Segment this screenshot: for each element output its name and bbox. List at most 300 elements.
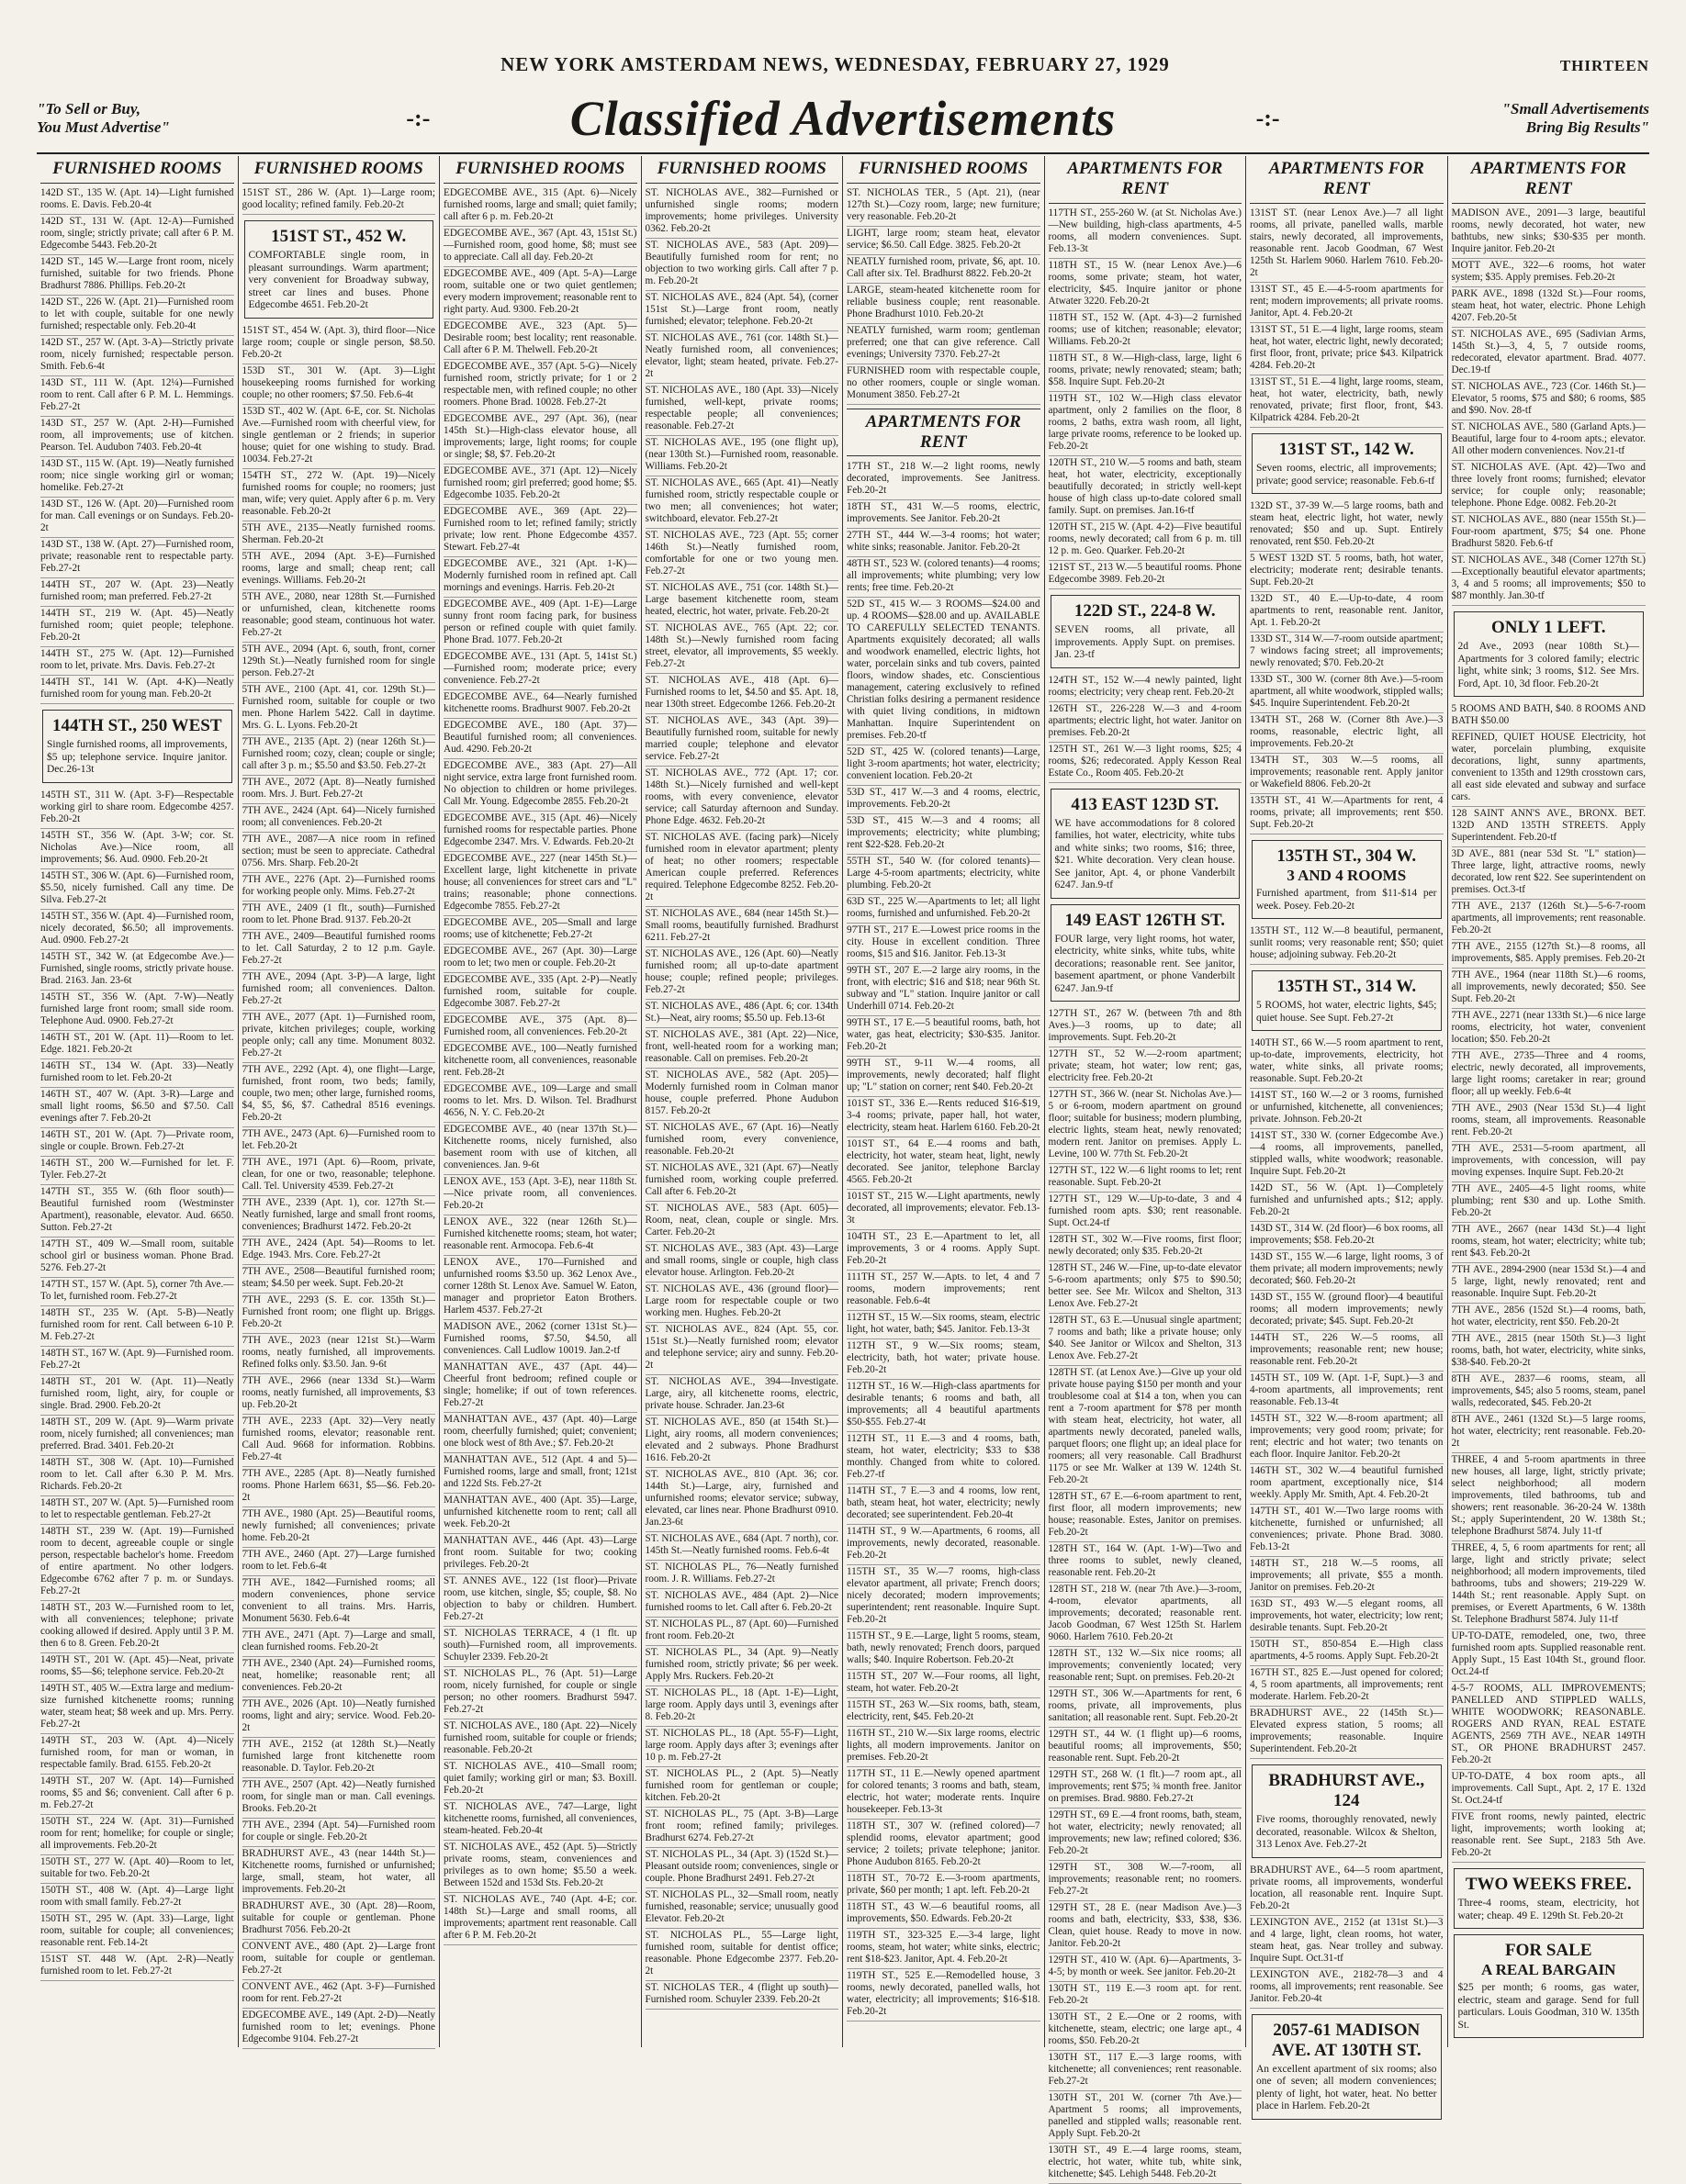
classified-ad: ST. NICHOLAS AVE. (Apt. 42)—Two and three lovely front rooms; furnished; elevator service; for couple only; reasonable; telephone. Phone Edge. 0082. Feb.20-2t bbox=[1452, 461, 1647, 513]
classified-ad: 7TH AVE., 1964 (near 118th St.)—6 rooms, all improvements, newly decorated; $50. See Supt. Feb.20-2t bbox=[1452, 969, 1647, 1009]
classified-ad: 5TH AVE., 2094 (Apt. 6, south, front, corner 129th St.)—Neatly furnished room for single person. Feb.27-2t bbox=[242, 643, 436, 683]
classified-ad: 149TH ST., 201 W. (Apt. 45)—Neat, private rooms, $5—$6; telephone service. Feb.20-2t bbox=[40, 1653, 234, 1682]
classified-ad: 131ST ST., 51 E.—4 light, large rooms, steam heat, hot water, electric light, newly decorated; first floor, front, private; price $43. Kilpatrick 4284. Feb.20-2t bbox=[1250, 323, 1444, 375]
classified-ad: THREE, 4, 5, 6 room apartments for rent; all large, light and strictly private; select neighborhood; all modern improvements, tiled bathrooms, tubs and showers; 219-229 W. 144th St.; rent reasonable. Apply Supt. on premises, or Everett Apartments, 6 W. 138th St. Telephone Bradhurst 5874. July 11-tf bbox=[1452, 1541, 1647, 1630]
classified-ad: EDGECOMBE AVE., 367 (Apt. 43, 151st St.)—Furnished room, good home, $8; must see to appreciate. Call all day. Feb.20-2t bbox=[444, 227, 637, 267]
classified-ad: ST. NICHOLAS AVE., 723 (Cor. 146th St.)—Elevator, 5 rooms, $75 and $80; 6 rooms, $85 and $90. Nov. 28-tf bbox=[1452, 380, 1647, 420]
classified-ad: 130TH ST., 201 W. (corner 7th Ave.)—Apartment 5 rooms; all improvements, panelled and stippled walls; reasonable rent. Apply Supt. Feb.20-2t bbox=[1049, 2091, 1242, 2144]
classified-ad: ST. NICHOLAS PL., 76 (Apt. 51)—Large room, nicely furnished, for couple or single person; no other roomers. Bradhurst 5947. Feb.27-2t bbox=[444, 1667, 637, 1719]
classified-ad: 145TH ST., 342 W. (at Edgecombe Ave.)—Furnished, single rooms, strictly private house. Brad. 2163. Jan. 23-6t bbox=[40, 950, 234, 991]
classified-ad: 97TH ST., 217 E.—Lowest price rooms in the city. House in excellent condition. Three rooms, $15 and $16. Janitor. Feb.13-3t bbox=[847, 924, 1040, 964]
classified-ad: EDGECOMBE AVE., 315 (Apt. 6)—Nicely furnished rooms, large and small; quiet family; call after 6 p. m. Feb.20-2t bbox=[444, 186, 637, 227]
display-ad-heading: FOR SALE bbox=[1505, 1941, 1592, 1960]
classified-ad: 149TH ST., 203 W. (Apt. 4)—Nicely furnished room, for man or woman, in respectable family. Brad. 6155. Feb.20-2t bbox=[40, 1734, 234, 1775]
classified-ad: ST. NICHOLAS PL., 76—Neatly furnished room. J. R. Williams. Feb.27-2t bbox=[646, 1561, 839, 1589]
classified-ad: 142D ST., 226 W. (Apt. 21)—Furnished room to let with couple, suitable for one newly furnished; respectable only. Feb.20-4t bbox=[40, 296, 234, 336]
classified-ad: 149TH ST., 207 W. (Apt. 14)—Furnished rooms, $5 and $6; convenient. Call after 6 p. m. Feb.27-2t bbox=[40, 1775, 234, 1815]
classified-ad: 146TH ST., 201 W. (Apt. 11)—Room to let. Edge. 1821. Feb.20-2t bbox=[40, 1031, 234, 1059]
classified-ad: 150TH ST., 224 W. (Apt. 31)—Furnished room for rent; homelike; for couple or single; all improvements. Feb.20-2t bbox=[40, 1815, 234, 1855]
column-heading: FURNISHED ROOMS bbox=[646, 156, 839, 184]
classified-ad: 148TH ST., 167 W. (Apt. 9)—Furnished room. Feb.27-2t bbox=[40, 1347, 234, 1375]
classified-ad: ST. NICHOLAS AVE., 67 (Apt. 16)—Neatly furnished room, every convenience, reasonable. Feb.20-2t bbox=[646, 1121, 839, 1161]
classified-ad: PARK AVE., 1898 (132d St.)—Four rooms, steam heat, hot water, electric. Phone Lehigh 4207. Feb.20-5t bbox=[1452, 287, 1647, 328]
classified-ad: EDGECOMBE AVE., 267 (Apt. 30)—Large room to let; two men or couple. Feb.20-2t bbox=[444, 945, 637, 973]
classified-ad: 7TH AVE., 2667 (near 143d St.)—4 light rooms, steam, hot water; electricity; white tub; rent $43. Feb.20-2t bbox=[1452, 1223, 1647, 1263]
column-8 bbox=[1448, 156, 1650, 2047]
classified-ad: 151ST ST. 448 W. (Apt. 2-R)—Neatly furnished room to let. Feb.27-2t bbox=[40, 1953, 234, 1981]
classified-ad: 8TH AVE., 2837—6 rooms, steam, all improvements, $45; also 5 rooms, steam, panel walls, redecorated, $45. Feb.20-2t bbox=[1452, 1372, 1647, 1413]
classified-ad: ST. NICHOLAS AVE., 723 (Apt. 55; corner 146th St.)—Neatly furnished room, comfortable for one or two young men. Feb.27-2t bbox=[646, 529, 839, 581]
classified-ad: 132D ST., 40 E.—Up-to-date, 4 room apartments to rent, reasonable rent. Janitor, Apt. 1. Feb.20-2t bbox=[1250, 592, 1444, 633]
classified-ad: 128TH ST., 164 W. (Apt. 1-W)—Two and three rooms to sublet, newly cleaned, reasonable rent. Feb.20-2t bbox=[1049, 1542, 1242, 1583]
classified-ad: 128TH ST., 218 W. (near 7th Ave.)—3-room, 4-room, elevator apartments, all improvements; decorated; reasonable rent. Jacob Goodman, 67 West 125th St. Harlem 9060. Harlem 7610. Feb.20-2t bbox=[1049, 1583, 1242, 1647]
display-ad bbox=[1252, 1764, 1442, 1858]
classified-ad: 145TH ST., 109 W. (Apt. 1-F, Supt.)—3 and 4-room apartments, all improvements; rent reasonable. Feb.13-4t bbox=[1250, 1372, 1444, 1412]
classified-ad: ST. NICHOLAS AVE., 348 (Corner 127th St.)—Exceptionally beautiful elevator apartments; 3, 4 and 5 rooms; all improvements; $50 to $87 monthly. Jan.30-tf bbox=[1452, 554, 1647, 606]
separator-left: -:- bbox=[406, 105, 431, 131]
classified-ad: ST. NICHOLAS AVE., 126 (Apt. 60)—Neatly furnished room; all up-to-date apartment house; couple; refined people; privileges. Feb.27-2t bbox=[646, 947, 839, 1000]
classified-ad: EDGECOMBE AVE., 64—Nearly furnished kitchenette rooms. Bradhurst 9007. Feb.20-2t bbox=[444, 690, 637, 719]
classified-ad: 117TH ST., 11 E.—Newly opened apartment for colored tenants; 3 rooms and bath, steam, electric, hot water; moderate rents. Inquire housekeeper. Feb.13-3t bbox=[847, 1767, 1040, 1820]
classified-ad: 150TH ST., 408 W. (Apt. 4)—Large light room with small family. Feb.27-2t bbox=[40, 1884, 234, 1912]
classified-ad: 143D ST., 111 W. (Apt. 12¼)—Furnished room to rent. Call after 6 P. M. L. Hemmings. Feb.27-2t bbox=[40, 376, 234, 417]
display-ad bbox=[1051, 595, 1241, 668]
classified-ad: ST. NICHOLAS AVE., 381 (Apt. 22)—Nice, front, well-heated room for a working man; reasonable. Call on premises. Feb.20-2t bbox=[646, 1028, 839, 1069]
classified-ad: 118TH ST., 70-72 E.—3-room apartments, private, $60 per month; 1 apt. left. Feb.20-2t bbox=[847, 1872, 1040, 1900]
classified-ad: 7TH AVE., 2894-2900 (near 153d St.)—4 and 5 large, light, newly renovated; rent and reasonable. Inquire Supt. Feb.20-2t bbox=[1452, 1263, 1647, 1304]
classified-ad: ST. NICHOLAS TERRACE, 4 (1 flt. up south)—Furnished room, all improvements. Schuyler 2339. Feb.20-2t bbox=[444, 1627, 637, 1667]
display-ad-body: 5 ROOMS, hot water, electric lights, $45; quiet house. See Supt. Feb.27-2t bbox=[1256, 1000, 1437, 1024]
classified-ad: 7TH AVE., 2424 (Apt. 64)—Nicely furnished room; all conveniences. Feb.20-2t bbox=[242, 804, 436, 833]
classified-ad: 27TH ST., 444 W.—3-4 rooms; hot water; white sinks; reasonable. Janitor. Feb.20-2t bbox=[847, 529, 1040, 557]
classified-ad: ST. NICHOLAS AVE., 394—Investigate. Large, airy, all kitchenette rooms, electric, private house. Schrader. Jan.23-6t bbox=[646, 1375, 839, 1416]
classified-ad: ST. NICHOLAS AVE., 747—Large, light kitchenette rooms, furnished, all conveniences, steam-heated. Feb.20-4t bbox=[444, 1800, 637, 1841]
classified-ad: 148TH ST., 239 W. (Apt. 19)—Furnished room to decent, agreeable couple or single person, respectable bachelor's home. Freedom of entire apartment. No other lodgers. Edgecombe 6762 after 7 p. m. or Sundays. Feb.27-2t bbox=[40, 1525, 234, 1601]
classified-ad: BRADHURST AVE., 64—5 room apartment, private rooms, all improvements, wonderful location, all reasonable rent. Inquire Supt. Feb.20-2t bbox=[1250, 1864, 1444, 1916]
classified-ad: 7TH AVE., 2856 (152d St.)—4 rooms, bath, hot water, electricity, rent $50. Feb.20-2t bbox=[1452, 1304, 1647, 1332]
classified-ad: CONVENT AVE., 480 (Apt. 2)—Large front room, suitable for couple or gentleman. Feb.27-2t bbox=[242, 1940, 436, 1980]
classified-ad: 7TH AVE., 2903 (Near 153d St.)—4 light rooms, steam, all improvements. Reasonable rent. Feb.20-2t bbox=[1452, 1102, 1647, 1142]
display-ad-body: Five rooms, thoroughly renovated, newly decorated, reasonable. Wilcox & Shelton, 313 Lenox Ave. Feb.27-2t bbox=[1256, 1814, 1437, 1850]
classified-ad: ST. NICHOLAS AVE. (facing park)—Nicely furnished room in elevator apartment; plenty of heat; no other roomers; respectable American couple preferred. References required. Telephone Edgecombe 8252. Feb.20-2t bbox=[646, 831, 839, 907]
classified-ad: EDGECOMBE AVE., 205—Small and large rooms; use of kitchenette; Feb.27-2t bbox=[444, 916, 637, 945]
classified-ad: 135TH ST., 41 W.—Apartments for rent, 4 rooms, private; all improvements; rent $50. Supt. Feb.20-2t bbox=[1250, 794, 1444, 834]
classified-ad: CONVENT AVE., 462 (Apt. 3-F)—Furnished room for rent. Feb.27-2t bbox=[242, 1980, 436, 2009]
classified-ad: NEATLY furnished, warm room; gentleman preferred; one that can give reference. Call evenings; University 7370. Feb.27-2t bbox=[847, 324, 1040, 364]
classified-ad: 131ST ST., 45 E.—4-5-room apartments for rent; modern improvements; all private rooms. Janitor, Apt. 4. Feb.20-2t bbox=[1250, 283, 1444, 323]
display-ad bbox=[1252, 840, 1442, 919]
display-ad-body: SEVEN rooms, all private, all improvements. Apply Supt. on premises. Jan. 23-tf bbox=[1054, 624, 1235, 660]
classified-ad: 52D ST., 415 W.— 3 ROOMS—$24.00 and up. 4 ROOMS—$28.00 and up. AVAILABLE TO CAREFULLY SELECTED TENANTS. Apartments exquisitely decorated; all walls and woodwork enamelled, electric lights, hot water, porcelain sinks and tub covers, painted floors, window shades, etc. Conscientious management, catering exclusively to refined Christian folks desiring a permanent residence with quiet living conditions, in midtown Manhattan. Inquire Superintendent on premises. Feb.20-tf bbox=[847, 598, 1040, 745]
classified-ad: EDGECOMBE AVE., 227 (near 145th St.)—Excellent large, light kitchenette in private house; all conveniences for street cars and "L" trains; reasonable; phone connections. Edgecombe 7855. Feb.27-2t bbox=[444, 852, 637, 916]
classified-ad: MOTT AVE., 322—6 rooms, hot water system; $35. Apply premises. Feb.20-2t bbox=[1452, 259, 1647, 287]
classified-ad: EDGECOMBE AVE., 323 (Apt. 5)—Desirable room; best locality; rent reasonable. Call after 6 P. M. Thelwell. Feb.20-2t bbox=[444, 319, 637, 360]
display-ad bbox=[1051, 904, 1241, 1002]
classified-ad: 55TH ST., 540 W. (for colored tenants)—Large 4-5-room apartments; electricity, white plumbing. Feb.20-2t bbox=[847, 855, 1040, 895]
classified-ad: 119TH ST., 323-325 E.—3-4 large, light rooms, steam, hot water; white sinks, electric; rent $18-$23. Janitor, Apt. 4. Feb.20-2t bbox=[847, 1929, 1040, 1969]
classified-ad: 5TH AVE., 2094 (Apt. 3-E)—Furnished rooms, large and small; cheap rent; call evenings. Williams. Feb.20-2t bbox=[242, 550, 436, 590]
classified-ad: 147TH ST., 401 W.—Two large rooms with kitchenette, furnished or unfurnished; all conveniences; private. Phone Brad. 3080. Feb.13-2t bbox=[1250, 1505, 1444, 1557]
classified-ad: 5TH AVE., 2100 (Apt. 41, cor. 129th St.)—Furnished room, suitable for couple or two men. Phone Harlem 5422. Call in daytime. Mrs. G. L. Lyons. Feb.20-2t bbox=[242, 683, 436, 735]
column-7 bbox=[1246, 156, 1448, 2111]
classified-ad: 7TH AVE., 2293 (S. E. cor. 135th St.)—Furnished front room; one flight up. Briggs. Feb.20-2t bbox=[242, 1294, 436, 1334]
classified-ad: ST. NICHOLAS TER., 4 (flight up south)—Furnished room. Schuyler 2339. Feb.20-2t bbox=[646, 1981, 839, 2010]
classified-ad: 143D ST., 155 W. (ground floor)—4 beautiful rooms; all modern improvements; newly decorated; private; $45. Supt. Feb.20-2t bbox=[1250, 1291, 1444, 1331]
display-ad-heading: TWO WEEKS FREE. bbox=[1465, 1875, 1632, 1894]
classified-ad: EDGECOMBE AVE., 369 (Apt. 22)—Furnished room to let; refined family; strictly private; low rent. Phone Edgecombe 4357. Stewart. Feb.27-4t bbox=[444, 505, 637, 557]
classified-ad: 7TH AVE., 2339 (Apt. 1), cor. 127th St.—Neatly furnished, large and small front rooms, conveniences; Bradhurst 1472. Feb.20-2t bbox=[242, 1196, 436, 1237]
classified-ad: LENOX AVE., 153 (Apt. 3-E), near 118th St.—Nice private room, all conveniences. Feb.20-2t bbox=[444, 1175, 637, 1215]
section-header bbox=[37, 90, 1649, 147]
column-5 bbox=[843, 156, 1045, 2047]
classified-ad: ST. ANNES AVE., 122 (1st floor)—Private room, use kitchen, single, $5; couple, $8. No objection to baby or children. Humbert. Feb.27-2t bbox=[444, 1574, 637, 1627]
classified-ad: EDGECOMBE AVE., 109—Large and small rooms to let. Mrs. D. Wilson. Tel. Bradhurst 4656, N. Y. C. Feb.20-2t bbox=[444, 1082, 637, 1123]
classified-ad: EDGECOMBE AVE., 375 (Apt. 8)—Furnished room, all conveniences. Feb.20-2t bbox=[444, 1014, 637, 1042]
classified-ad: 147TH ST., 409 W.—Small room, suitable school girl or business woman. Phone Brad. 5276. Feb.27-2t bbox=[40, 1238, 234, 1278]
classified-columns bbox=[37, 156, 1649, 2179]
classified-ad: ST. NICHOLAS AVE., 850 (at 154th St.)—Light, airy rooms, all modern conveniences; elevated and 2 subways. Phone Bradhurst 1616. Feb.20-2t bbox=[646, 1416, 839, 1468]
classified-ad: 48TH ST., 523 W. (colored tenants)—4 rooms; all improvements; white plumbing; very low rents; free time. Feb.20-2t bbox=[847, 557, 1040, 598]
classified-ad: 150TH ST., 277 W. (Apt. 40)—Room to let, suitable for two. Feb.20-2t bbox=[40, 1855, 234, 1884]
classified-ad: EDGECOMBE AVE., 409 (Apt. 5-A)—Large room, suitable one or two quiet gentlemen; every modern improvement; reasonable rent to right party. Aud. 9300. Feb.20-2t bbox=[444, 267, 637, 319]
column-4 bbox=[642, 156, 844, 2047]
display-ad-body: $25 per month; 6 rooms, gas water, electric, steam and garage. Send for full particulars. Louis Goodman, 310 W. 135th St. bbox=[1457, 1982, 1639, 2031]
classified-ad: 7TH AVE., 1971 (Apt. 6)—Room, private, clean, for one or two, reasonable; telephone. Call. Tel. University 4539. Feb.27-2t bbox=[242, 1156, 436, 1196]
classified-ad: ST. NICHOLAS PL., 75 (Apt. 3-B)—Large front room; refined family; privileges. Bradhurst 6274. Feb.27-2t bbox=[646, 1808, 839, 1848]
classified-ad: MANHATTAN AVE., 437 (Apt. 40)—Large room, cheerfully furnished; quiet; convenient; one block west of 8th Ave.; $7. Feb.20-2t bbox=[444, 1413, 637, 1453]
classified-ad: 7TH AVE., 2508—Beautiful furnished room; steam; $4.50 per week. Supt. Feb.20-2t bbox=[242, 1265, 436, 1294]
classified-ad: 3D AVE., 881 (near 53d St. "L" station)—Three large, light, attractive rooms, newly decorated, low rent $22. See superintendent on premises. Oct.3-tf bbox=[1452, 847, 1647, 900]
classified-ad: 7TH AVE., 2409—Beautiful furnished rooms to let. Call Saturday, 2 to 12 p.m. Gayle. Feb.27-2t bbox=[242, 930, 436, 970]
classified-ad: 52D ST., 425 W. (colored tenants)—Large, light 3-room apartments; hot water, electricity; convenient location. Feb.20-2t bbox=[847, 745, 1040, 786]
classified-ad: THREE, 4 and 5-room apartments in three new houses, all large, light, strictly private; select neighborhood; all modern improvements, tiled bathrooms, tub and showers; rent reasonable. 36-20-24 W. 138th St.; apply Superintendent, 20 W. 138th St.; telephone Bradhurst 5874. July 11-tf bbox=[1452, 1453, 1647, 1541]
classified-ad: 7TH AVE., 2966 (near 133d St.)—Warm rooms, neatly furnished, all improvements, $3 up. Feb.20-2t bbox=[242, 1374, 436, 1415]
classified-ad: 7TH AVE., 2394 (Apt. 54)—Furnished room for couple or single. Feb.20-2t bbox=[242, 1819, 436, 1847]
classified-ad: UP-TO-DATE, remodeled, one, two, three furnished room apts. Supplied reasonable rent. Apply Supt., 15 East 104th St., ground floor. Oct.24-tf bbox=[1452, 1630, 1647, 1682]
classified-ad: ST. NICHOLAS AVE., 321 (Apt. 67)—Neatly furnished room, working couple preferred. Call after 6. Feb.20-2t bbox=[646, 1161, 839, 1202]
classified-ad: 99TH ST., 9-11 W.—4 rooms, all improvements, newly decorated; half flight up; "L" station on corner; rent $40. Feb.20-2t bbox=[847, 1057, 1040, 1097]
classified-ad: 140TH ST., 66 W.—5 room apartment to rent, up-to-date, improvements, electricity, hot water, white sinks, all private rooms; reasonable. Supt. Feb.20-2t bbox=[1250, 1036, 1444, 1089]
display-ad bbox=[42, 710, 232, 783]
classified-ad: 141ST ST., 330 W. (corner Edgecombe Ave.)—4 rooms, all improvements, panelled, stippled walls, white woodwork; reasonable. Inquire Supt. Feb.20-2t bbox=[1250, 1129, 1444, 1182]
classified-ad: 141ST ST., 160 W.—2 or 3 rooms, furnished or unfurnished, kitchenette, all conveniences; private. Johnson. Feb.20-2t bbox=[1250, 1089, 1444, 1129]
classified-ad: 151ST ST., 454 W. (Apt. 3), third floor—Nice large room; couple or single person, $8.50. Feb.20-2t bbox=[242, 324, 436, 364]
classified-ad: 111TH ST., 257 W.—Apts. to let, 4 and 7 rooms, modern improvements; rent reasonable. Feb.6-4t bbox=[847, 1271, 1040, 1311]
right-slogan bbox=[1420, 100, 1649, 137]
classified-ad: ST. NICHOLAS PL., 32—Small room, neatly furnished, reasonable; service; unusually good Elevator. Feb.20-2t bbox=[646, 1888, 839, 1929]
classified-ad: 148TH ST., 203 W.—Furnished room to let, with all conveniences; telephone; private cooking allowed if desired. Apply until 3 P. M. then 6 to 8. Green. Feb.20-2t bbox=[40, 1601, 234, 1653]
classified-ad: 145TH ST., 322 W.—8-room apartment; all improvements; very good room; private; for rent; electric and hot water; two tenants on each floor. Inquire Janitor. Feb.20-2t bbox=[1250, 1412, 1444, 1464]
display-ad bbox=[1454, 1868, 1645, 1929]
classified-ad: 128TH ST., 302 W.—Five rooms, first floor; newly decorated; only $35. Feb.20-2t bbox=[1049, 1233, 1242, 1261]
classified-ad: 115TH ST., 35 W.—7 rooms, high-class elevator apartment, all private; French doors; nicely decorated; modern improvements; superintendent; rent reasonable. Inquire Supt. Feb.20-2t bbox=[847, 1565, 1040, 1630]
classified-ad: EDGECOMBE AVE., 335 (Apt. 2-P)—Neatly furnished room, suitable for couple. Edgecombe 3087. Feb.27-2t bbox=[444, 973, 637, 1014]
separator-right: -:- bbox=[1255, 105, 1280, 131]
masthead bbox=[37, 53, 1649, 76]
classified-ad: 7TH AVE., 2026 (Apt. 10)—Neatly furnished rooms, light and airy; service. Wood. Feb.20-2t bbox=[242, 1697, 436, 1738]
classified-ad: 7TH AVE., 1980 (Apt. 25)—Beautiful rooms, newly furnished; all conveniences; private home. Feb.20-2t bbox=[242, 1507, 436, 1548]
classified-ad: EDGECOMBE AVE., 149 (Apt. 2-D)—Neatly furnished room to let; evenings. Phone Edgecombe 9104. Feb.27-2t bbox=[242, 2009, 436, 2049]
classified-ad: ST. NICHOLAS AVE., 824 (Apt. 55, cor. 151st St.)—Neatly furnished room; elevator and telephone service; airy and sunny. Feb.20-2t bbox=[646, 1323, 839, 1375]
display-ad-heading: ONLY 1 LEFT. bbox=[1491, 618, 1606, 637]
classified-ad: UP-TO-DATE, 4 box room apts., all improvements. Call Supt., Apt. 2, 17 E. 132d St. Oct.24-tf bbox=[1452, 1770, 1647, 1810]
classified-ad: 146TH ST., 200 W.—Furnished for let. F. Tyler. Feb.27-2t bbox=[40, 1157, 234, 1185]
classified-ad: LENOX AVE., 170—Furnished and unfurnished rooms $3.50 up. 362 Lenox Ave., corner 128th St. Lenox Ave. Samuel W. Eaton, manager and proprietor Eaton Brothers. Harlem 4537. Feb.27-2t bbox=[444, 1256, 637, 1320]
classified-ad: ST. NICHOLAS AVE., 583 (Apt. 605)—Room, neat, clean, couple or single. Mrs. Carter. Feb.20-2t bbox=[646, 1202, 839, 1242]
classified-ad: 7TH AVE., 2292 (Apt. 4), one flight—Large, furnished, front room, two beds; family, couple, two men; other large, furnished rooms, $4, $5, $6, $7. Cathedral 8516 evenings. Feb.20-2t bbox=[242, 1063, 436, 1127]
classified-ad: ST. NICHOLAS AVE., 452 (Apt. 5)—Strictly private rooms, steam, conveniences and privileges as to own home; $5.50 a week. Between 152d and 153d Sts. Feb.20-2t bbox=[444, 1841, 637, 1893]
classified-ad: 7TH AVE., 2424 (Apt. 54)—Rooms to let. Edge. 1943. Mrs. Core. Feb.27-2t bbox=[242, 1237, 436, 1265]
classified-ad: 5TH AVE., 2135—Neatly furnished rooms. Sherman. Feb.20-2t bbox=[242, 521, 436, 550]
classified-ad: 132D ST., 37-39 W.—5 large rooms, bath and steam heat, electric light, hot water, newly renovated; $50 and up. Supt. Entirely renovated, rent $50. Feb.20-2t bbox=[1250, 499, 1444, 552]
classified-ad: 7TH AVE., 1842—Furnished rooms; all modern conveniences, phone service convenient to all trains. Mrs. Harris, Monument 5630. Feb.6-4t bbox=[242, 1576, 436, 1629]
classified-ad: 115TH ST., 207 W.—Four rooms, all light, steam, hot water. Feb.20-2t bbox=[847, 1670, 1040, 1698]
classified-ad: 114TH ST., 7 E.—3 and 4 rooms, low rent, bath, steam heat, hot water, electricity; newly decorated; see superintendent. Feb.20-4t bbox=[847, 1484, 1040, 1525]
classified-ad: 128TH ST. (at Lenox Ave.)—Give up your old private house paying $150 per month and your troublesome coal at $14 a ton, when you can rent a 7-room apartment for $78 per month with steam heat, electricity, hot water, all apartments newly decorated, paneled walls, parquet floors; one flight up; an ideal place for roomers; all very reasonable. Call Bradhurst 1175 or see Mr. Walker at 139 W. 124th St. Feb.20-2t bbox=[1049, 1366, 1242, 1490]
classified-ad: 144TH ST., 226 W.—5 rooms, all improvements; reasonable rent; new house; reasonable rent. Feb.20-2t bbox=[1250, 1331, 1444, 1372]
classified-ad: 148TH ST., 207 W. (Apt. 5)—Furnished room to let to respectable gentleman. Feb.27-2t bbox=[40, 1496, 234, 1525]
classified-ad: 7TH AVE., 2340 (Apt. 24)—Furnished rooms, neat, homelike; reasonable rent; all conveniences. Feb.20-2t bbox=[242, 1657, 436, 1697]
classified-ad: ST. NICHOLAS AVE., 484 (Apt. 2)—Nice furnished rooms to let. Call after 6. Feb.20-2t bbox=[646, 1589, 839, 1618]
classified-ad: MADISON AVE., 2091—3 large, beautiful rooms, newly decorated, hot water, new bathtubs, new sinks; $30-$35 per month. Inquire janitor. Feb.20-2t bbox=[1452, 207, 1647, 259]
classified-ad: 7TH AVE., 2155 (127th St.)—8 rooms, all improvements, $85. Apply premises. Feb.20-2t bbox=[1452, 940, 1647, 969]
classified-ad: 144TH ST., 219 W. (Apt. 45)—Neatly furnished room; quiet people; telephone. Feb.20-2t bbox=[40, 607, 234, 647]
display-ad-heading: 122D ST., 224-8 W. bbox=[1073, 601, 1216, 621]
classified-ad: 7TH AVE., 2271 (near 133th St.)—6 nice large rooms, electricity, hot water, convenient location; $50. Feb.20-2t bbox=[1452, 1009, 1647, 1049]
classified-ad: 7TH AVE., 2137 (126th St.)—5-6-7-room apartments, all improvements; rent reasonable. Feb.20-2t bbox=[1452, 900, 1647, 940]
classified-ad: 148TH ST., 308 W. (Apt. 10)—Furnished room to let. Call after 6.30 P. M. Mrs. Richards. Feb.20-2t bbox=[40, 1456, 234, 1496]
classified-ad: 118TH ST., 43 W.—6 beautiful rooms, all improvements, $50. Edwards. Feb.20-2t bbox=[847, 1900, 1040, 1929]
classified-ad: 7TH AVE., 2087—A nice room in refined section; must be seen to appreciate. Cathedral 0756. Mrs. Sharp. Feb.20-2t bbox=[242, 833, 436, 873]
classified-ad: ST. NICHOLAS AVE., 486 (Apt. 6; cor. 134th St.)—Neat, airy rooms; $5.50 up. Feb.13-6t bbox=[646, 1000, 839, 1028]
classified-ad: 147TH ST., 157 W. (Apt. 5), corner 7th Ave.—To let, furnished room. Feb.27-2t bbox=[40, 1278, 234, 1306]
classified-ad: ST. NICHOLAS AVE., 410—Small room; quiet family; working girl or man; $3. Boxill. Feb.20-2t bbox=[444, 1760, 637, 1800]
classified-ad: 112TH ST., 9 W.—Six rooms; steam, electricity, bath, hot water; private house. Feb.20-2t bbox=[847, 1339, 1040, 1380]
classified-ad: 142D ST., 131 W. (Apt. 12-A)—Furnished room, single; strictly private; call after 6 P. M. Edgecombe 5443. Feb.20-2t bbox=[40, 215, 234, 255]
display-ad-body: 2d Ave., 2093 (near 108th St.)—Apartments for 3 colored family; electric light, white sink; 3 rooms, $12. See Mrs. Ford, Apt. 10, 3d floor. Feb.20-2t bbox=[1457, 641, 1639, 689]
classified-ad: EDGECOMBE AVE., 321 (Apt. 1-K)—Modernly furnished room in refined apt. Call mornings and evenings. Harris. Feb.20-2t bbox=[444, 557, 637, 598]
column-heading: APARTMENTS FOR RENT bbox=[1250, 156, 1444, 204]
column-6 bbox=[1045, 156, 1247, 2179]
classified-ad: ST. NICHOLAS AVE., 195 (one flight up), (near 130th St.)—Furnished room, reasonable. Williams. Feb.20-2t bbox=[646, 436, 839, 476]
classified-ad: ST. NICHOLAS AVE., 436 (ground floor)—Large room for respectable couple or two working men. Hughes. Feb.20-2t bbox=[646, 1282, 839, 1323]
classified-ad: 17TH ST., 218 W.—2 light rooms, newly decorated, improvements. See Janitress. Feb.20-2t bbox=[847, 460, 1040, 500]
classified-ad: 120TH ST., 215 W. (Apt. 4-2)—Five beautiful rooms, newly decorated; call from 6 p. m. till 12 p. m. Geo. Quarker. Feb.20-2t bbox=[1049, 521, 1242, 561]
classified-ad: 124TH ST., 152 W.—4 newly painted, light rooms; electricity; very cheap rent. Feb.20-2t bbox=[1049, 674, 1242, 702]
classified-ad: 7TH AVE., 2460 (Apt. 27)—Large furnished room to let. Feb.6-4t bbox=[242, 1548, 436, 1576]
classified-ad: 143D ST., 138 W. (Apt. 27)—Furnished room, private; reasonable rent to respectable party. Feb.27-2t bbox=[40, 538, 234, 578]
classified-ad: LEXINGTON AVE., 2152 (at 131st St.)—3 and 4 large, light, clean rooms, hot water, steam heat, gas. Near trolley and subway. Inquire Supt. Oct.31-tf bbox=[1250, 1916, 1444, 1968]
classified-ad: 129TH ST., 306 W.—Apartments for rent, 6 rooms, private, all improvements, plus sanitation; all reasonable rent. Supt. Feb.20-2t bbox=[1049, 1687, 1242, 1728]
classified-ad: EDGECOMBE AVE., 40 (near 137th St.)—Kitchenette rooms, nicely furnished, also basement room with use of kitchen, all conveniences. Jan. 9-6t bbox=[444, 1123, 637, 1175]
display-ad-heading: 144TH ST., 250 WEST bbox=[51, 716, 222, 735]
classified-ad: 7TH AVE., 2531—5-room apartment, all improvements, with concession, will pay moving expenses. Inquire Supt. Feb.20-2t bbox=[1452, 1142, 1647, 1182]
classified-ad: 150TH ST., 295 W. (Apt. 33)—Large, light room, suitable for couple; all conveniences; reasonable rent. Feb.14-2t bbox=[40, 1912, 234, 1953]
column-heading: APARTMENTS FOR RENT bbox=[1452, 156, 1647, 204]
display-ad-subheading: A REAL BARGAIN bbox=[1481, 1961, 1616, 1978]
column-heading: FURNISHED ROOMS bbox=[847, 156, 1040, 184]
classified-ad: 142D ST., 145 W.—Large front room, nicely furnished, suitable for two friends. Phone Bradhurst 7886. Phillips. Feb.20-2t bbox=[40, 255, 234, 296]
classified-ad: MANHATTAN AVE., 400 (Apt. 35)—Large, unfurnished kitchenette room to rent; call all week. Feb.20-2t bbox=[444, 1494, 637, 1534]
display-ad-subheading: 3 AND 4 ROOMS bbox=[1287, 867, 1407, 884]
classified-ad: REFINED, QUIET HOUSE Electricity, hot water, porcelain plumbing, exquisite decorations, light, sunny apartments, convenient to 135th and 129th crosstown cars, all east side elevated and subway and surface cars. bbox=[1452, 731, 1647, 807]
classified-ad: 145TH ST., 306 W. (Apt. 6)—Furnished room, $5.50, nicely furnished. Call any time. De Silva. Feb.27-2t bbox=[40, 869, 234, 910]
classified-ad: 143D ST., 155 W.—6 large, light rooms, 3 of them private; all modern improvements; newly decorated; $60. Feb.20-2t bbox=[1250, 1250, 1444, 1291]
classified-ad: 148TH ST., 209 W. (Apt. 9)—Warm private room, nicely furnished; all conveniences; man preferred. Brad. 3401. Feb.20-2t bbox=[40, 1416, 234, 1456]
classified-ad: EDGECOMBE AVE., 357 (Apt. 5-G)—Nicely furnished room, strictly private; for 1 or 2 respectable men, with refined couple; no other roomers. Phone Brad. 10028. Feb.27-2t bbox=[444, 360, 637, 412]
classified-ad: 128TH ST., 246 W.—Fine, up-to-date elevator 5-6-room apartments; only $75 to $90.50; better see. See Mr. Wilcox and Shelton, 313 Lenox Ave. Feb.27-2t bbox=[1049, 1261, 1242, 1314]
classified-ad: 118TH ST., 15 W. (near Lenox Ave.)—6 rooms, some private; steam, hot water, electricity, $45. Inquire janitor or phone Atwater 3220. Feb.20-2t bbox=[1049, 259, 1242, 311]
classified-ad: 7TH AVE., 2094 (Apt. 3-P)—A large, light furnished room; all conveniences. Dalton. Feb.27-2t bbox=[242, 970, 436, 1011]
classified-ad: 7TH AVE., 2473 (Apt. 6)—Furnished room to let. Feb.20-2t bbox=[242, 1127, 436, 1156]
column-heading: FURNISHED ROOMS bbox=[444, 156, 637, 184]
classified-ad: EDGECOMBE AVE., 371 (Apt. 12)—Nicely furnished room; girl preferred; good home; $5. Edgecombe 1035. Feb.20-2t bbox=[444, 465, 637, 505]
classified-ad: ST. NICHOLAS AVE., 383 (Apt. 43)—Large and small rooms, single or couple, high class elevator house. Arlington. Feb.20-2t bbox=[646, 1242, 839, 1282]
classified-ad: EDGECOMBE AVE., 100—Neatly furnished kitchenette room, all conveniences, reasonable rent. Feb.28-2t bbox=[444, 1042, 637, 1082]
classified-ad: 115TH ST., 263 W.—Six rooms, bath, steam, electricity, rent, $45. Feb.20-2t bbox=[847, 1698, 1040, 1727]
classified-ad: 146TH ST., 201 W. (Apt. 7)—Private room, single or couple. Brown. Feb.27-2t bbox=[40, 1128, 234, 1157]
classified-ad: 147TH ST., 355 W. (6th floor south)—Beautiful furnished room (Westminster Apartment), reasonable, elevator. Aud. 6650. Sutton. Feb.27-2t bbox=[40, 1185, 234, 1238]
classified-ad: LENOX AVE., 322 (near 126th St.)—Furnished kitchenette rooms; steam, hot water; reasonable rent. Armocopa. Feb.6-4t bbox=[444, 1215, 637, 1256]
classified-ad: ST. NICHOLAS AVE., 880 (near 155th St.)—Four-room apartment, $75; $4 one. Phone Bradhurst 5820. Feb.6-tf bbox=[1452, 513, 1647, 554]
classified-ad: 134TH ST., 268 W. (Corner 8th Ave.)—3 rooms, reasonable, electric light, all improvements. Feb.20-2t bbox=[1250, 713, 1444, 754]
classified-ad: EDGECOMBE AVE., 180 (Apt. 37)—Beautiful furnished room; all conveniences. Aud. 4290. Feb.20-2t bbox=[444, 719, 637, 759]
classified-ad: 18TH ST., 431 W.—5 rooms, electric, improvements. See Janitor. Feb.20-2t bbox=[847, 500, 1040, 529]
display-ad-body: An excellent apartment of six rooms; also one of seven; all modern conveniences; plenty of light, hot water, heat. No better place in Harlem. Feb.20-2t bbox=[1256, 2063, 1437, 2111]
classified-ad: 7TH AVE., 2405—4-5 light rooms, white plumbing; rent $30 and up. Lothe Smith. Feb.20-2t bbox=[1452, 1182, 1647, 1223]
classified-ad: ST. NICHOLAS AVE., 343 (Apt. 39)—Beautifully furnished room, suitable for newly married couple; telephone and elevator service. Feb.27-2t bbox=[646, 714, 839, 767]
classified-ad: 114TH ST., 9 W.—Apartments, 6 rooms, all improvements, newly decorated, reasonable. Feb.20-2t bbox=[847, 1525, 1040, 1565]
display-ad-heading: 135TH ST., 314 W. bbox=[1276, 977, 1417, 996]
display-ad bbox=[1454, 1934, 1645, 2038]
classified-ad: ST. NICHOLAS AVE., 418 (Apt. 6)—Furnished rooms to let, $4.50 and $5. Apt. 18, near 130th street. Edgecombe 1266. Feb.20-2t bbox=[646, 674, 839, 714]
classified-ad: 127TH ST., 122 W.—6 light rooms to let; rent reasonable. Supt. Feb.20-2t bbox=[1049, 1164, 1242, 1193]
classified-ad: 117TH ST., 255-260 W. (at St. Nicholas Ave.)—New building, high-class apartments, 4-5 rooms, all modern conveniences. Supt. Feb.13-3t bbox=[1049, 207, 1242, 259]
classified-ad: 7TH AVE., 2507 (Apt. 42)—Neatly furnished room, for single man or man. Call evenings. Brooks. Feb.20-2t bbox=[242, 1778, 436, 1819]
display-ad bbox=[1454, 611, 1645, 697]
classified-ad: 167TH ST., 825 E.—Just opened for colored; 4, 5 room apartments, all improvements; rent moderate. Harlem. Feb.20-2t bbox=[1250, 1666, 1444, 1707]
classified-ad: 142D ST., 56 W. (Apt. 1)—Completely furnished and unfurnished apts.; $12; apply. Feb.20-2t bbox=[1250, 1182, 1444, 1222]
classified-ad: 118TH ST., 152 W. (Apt. 4-3)—2 furnished rooms; use of kitchen; reasonable; elevator; Williams. Feb.20-2t bbox=[1049, 311, 1242, 352]
classified-ad: MANHATTAN AVE., 512 (Apt. 4 and 5)—Furnished rooms, large and small, front; 121st and 122d Sts. Feb.27-2t bbox=[444, 1453, 637, 1494]
classified-ad: 143D ST., 314 W. (2d floor)—6 box rooms, all improvements; $58. Feb.20-2t bbox=[1250, 1222, 1444, 1250]
classified-ad: 8TH AVE., 2461 (132d St.)—5 large rooms, hot water, electricity; rent reasonable. Feb.20-2t bbox=[1452, 1413, 1647, 1453]
classified-ad: 126TH ST., 226-228 W.—3 and 4-room apartments; electric light, hot water. Janitor on premises. Feb.20-2t bbox=[1049, 702, 1242, 743]
classified-ad: ST. NICHOLAS AVE., 382—Furnished or unfurnished single rooms; modern improvements; home privileges. University 0362. Feb.20-2t bbox=[646, 186, 839, 239]
classified-ad: FIVE front rooms, newly painted, electric light, improvements; worth looking at; reasonable rent. See Supt., 2183 5th Ave. Feb.20-2t bbox=[1452, 1810, 1647, 1863]
left-slogan-line-2: You Must Advertise" bbox=[37, 118, 170, 136]
classified-ad: 120TH ST., 210 W.—5 rooms and bath, steam heat, hot water, electricity, exceptionally beautifully decorated; in strictly well-kept house of high class up-to-date colored small family. Supt. on premises. Jan.16-tf bbox=[1049, 456, 1242, 521]
display-ad-body: WE have accommodations for 8 colored families, hot water, electricity, white tubs and white sinks; two rooms, $16; three, $21. White decoration. Very clean house. See janitor, Apt. 4, or phone Vanderbilt 6247. Jan.9-tf bbox=[1054, 817, 1235, 890]
classified-ad: ST. NICHOLAS AVE., 765 (Apt. 22; cor. 148th St.)—Newly furnished room facing street, elevator, all improvements, $5 weekly. Feb.27-2t bbox=[646, 622, 839, 674]
classified-ad: 112TH ST., 16 W.—High-class apartments for desirable tenants; 6 rooms and bath, all improvements; all 4 beautiful apartments $50-$55. Feb.27-4t bbox=[847, 1380, 1040, 1432]
classified-ad: 7TH AVE., 2735—Three and 4 rooms, electric, newly decorated, all improvements, large light rooms; caretaker in rear; ground floor; all up weekly. Feb.6-4t bbox=[1452, 1049, 1647, 1102]
classified-ad: 53D ST., 415 W.—3 and 4 rooms; all improvements; electricity; white plumbing; rent $22-$28. Feb.20-2t bbox=[847, 814, 1040, 855]
classified-ad: 146TH ST., 407 W. (Apt. 3-R)—Large and small light rooms, $6.50 and $7.50. Call evenings after 7. Feb.20-2t bbox=[40, 1088, 234, 1128]
display-ad bbox=[244, 220, 434, 319]
classified-ad: EDGECOMBE AVE., 297 (Apt. 36), (near 145th St.)—High-class elevator house, all improvements; large, light rooms; for couple or single; $8, $7. Feb.20-2t bbox=[444, 412, 637, 465]
classified-ad: ST. NICHOLAS AVE., 772 (Apt. 17; cor. 148th St.)—Nicely furnished and well-kept rooms, with every convenience, elevator service; call Saturday afternoon and Sunday. Phone Edge. 4632. Feb.20-2t bbox=[646, 767, 839, 831]
classified-ad: EDGECOMBE AVE., 315 (Apt. 46)—Nicely furnished rooms for respectable parties. Phone Edgecombe 2347. Mrs. V. Edwards. Feb.20-2t bbox=[444, 812, 637, 852]
classified-ad: 112TH ST., 11 E.—3 and 4 rooms, bath, steam, hot water, electricity; $33 to $38 monthly. Changed from white to colored. Feb.27-tf bbox=[847, 1432, 1040, 1484]
classified-ad: ST. NICHOLAS AVE., 580 (Garland Apts.)—Beautiful, large four to 4-room apts.; elevator. All other modern conveniences. Nov.21-tf bbox=[1452, 420, 1647, 461]
classified-ad: 4-5-7 ROOMS, ALL IMPROVEMENTS; PANELLED AND STIPPLED WALLS, WHITE WOODWORK; REASONABLE. ROGERS AND RYAN, REAL ESTATE AGENTS, 2569 7TH AVE., NEAR 149TH ST., OR PHONE BRADHURST 2457. Feb.20-2t bbox=[1452, 1682, 1647, 1770]
classified-ad: ST. NICHOLAS AVE., 684 (near 145th St.)—Small rooms, beautifully furnished. Bradhurst 6211. Feb.27-2t bbox=[646, 907, 839, 947]
display-ad-body: Three-4 rooms, steam, electricity, hot water; cheap. 49 E. 129th St. Feb.20-2t bbox=[1457, 1898, 1639, 1921]
classified-ad: ST. NICHOLAS PL., 18 (Apt. 55-F)—Light, large room. Apply days after 3; evenings after 10 p. m. Feb.27-2t bbox=[646, 1727, 839, 1767]
column-heading: FURNISHED ROOMS bbox=[242, 156, 436, 184]
classified-ad: 129TH ST., 44 W. (1 flight up)—6 rooms, beautiful rooms; all improvements, $50; reasonable rent. Supt. Feb.20-2t bbox=[1049, 1728, 1242, 1768]
classified-ad: 99TH ST., 207 E.—2 large airy rooms, in the front, with electric; $16 and $18; near 96th St. subway and "L" station. Inquire janitor or call Underhill 0714. Feb.20-2t bbox=[847, 964, 1040, 1016]
classified-ad: 145TH ST., 356 W. (Apt. 4)—Furnished room, nicely decorated, $6.50; all improvements. Aud. 0900. Feb.27-2t bbox=[40, 910, 234, 950]
display-ad-heading: 135TH ST., 304 W. bbox=[1276, 846, 1417, 866]
display-ad bbox=[1252, 433, 1442, 494]
classified-ad: 130TH ST., 49 E.—4 large rooms, steam, electric, hot water, white tub, white sink, kitchenette; $45. Lehigh 5448. Feb.20-2t bbox=[1049, 2144, 1242, 2184]
classified-ad: LARGE, steam-heated kitchenette room for reliable business couple; rent reasonable. Phone Bradhurst 1010. Feb.20-2t bbox=[847, 284, 1040, 324]
classified-ad: 7TH AVE., 2072 (Apt. 8)—Neatly furnished room. Mrs. J. Burt. Feb.27-2t bbox=[242, 776, 436, 804]
classified-ad: 131ST ST. (near Lenox Ave.)—7 all light rooms, all private, panelled walls, marble stairs, newly decorated, all improvements, reasonable rent. Jacob Goodman, 67 West 125th St. Harlem 9060. Harlem 7610. Feb.20-2t bbox=[1250, 207, 1444, 283]
classified-ad: 127TH ST., 129 W.—Up-to-date, 3 and 4 furnished room apts. $30; rent reasonable. Supt. Oct.24-tf bbox=[1049, 1193, 1242, 1233]
classified-ad: 125TH ST., 261 W.—3 light rooms, $25; 4 rooms, $26; redecorated. Apply Kesson Real Estate Co., Room 405. Feb.20-2t bbox=[1049, 743, 1242, 783]
classified-ad: 145TH ST., 356 W. (Apt. 7-W)—Neatly furnished large front room; small side room. Telephone Aud. 0900. Feb.27-2t bbox=[40, 991, 234, 1031]
classified-ad: ST. NICHOLAS AVE., 824 (Apt. 54), (corner 151st St.)—Large front room, neatly furnished; elevator; telephone. Feb.20-2t bbox=[646, 291, 839, 331]
classified-ad: ST. NICHOLAS TER., 5 (Apt. 21), (near 127th St.)—Cozy room, large; new furniture; very reasonable. Feb.20-2t bbox=[847, 186, 1040, 227]
classified-ad: LEXINGTON AVE., 2182-78—3 and 4 rooms, all improvements; rent reasonable. See Janitor. Feb.20-4t bbox=[1250, 1968, 1444, 2009]
classified-ad: ST. NICHOLAS AVE., 810 (Apt. 36; cor. 144th St.)—Large, airy, furnished and unfurnished rooms; elevator service; subway, elevated, car lines near. Phone Bradhurst 0910. Jan.23-6t bbox=[646, 1468, 839, 1532]
classified-ad: 7TH AVE., 2135 (Apt. 2) (near 126th St.)—Furnished room; cozy, clean; couple or single; call after 3 p. m.; $5.50 and $3.50. Feb.27-2t bbox=[242, 735, 436, 776]
classified-ad: 148TH ST., 201 W. (Apt. 11)—Neatly furnished room, light, airy, for couple or single. Brad. 2900. Feb.20-2t bbox=[40, 1375, 234, 1416]
classified-ad: ST. NICHOLAS PL., 34 (Apt. 3) (152d St.)—Pleasant outside room; conveniences, single or couple. Phone Bradhurst 2491. Feb.27-2t bbox=[646, 1848, 839, 1888]
display-ad-body: COMFORTABLE single room, in pleasant surroundings. Warm apartment; very convenient for Broadway subway, street car lines and buses. Phone Edgecombe 4651. Feb.20-2t bbox=[248, 250, 429, 310]
classified-ad: 146TH ST., 302 W.—4 beautiful furnished room apartment, exceptionally nice, $14 weekly. Apply Mr. Smith, Apt. 4. Feb.20-2t bbox=[1250, 1464, 1444, 1505]
section-heading: APARTMENTS FOR RENT bbox=[847, 409, 1040, 456]
classified-ad: 163D ST., 493 W.—5 elegant rooms, all improvements, hot water, electricity; low rent; desirable tenants. Supt. Feb.20-2t bbox=[1250, 1597, 1444, 1638]
classified-ad: 127TH ST., 267 W. (between 7th and 8th Aves.)—3 rooms, up to date; all improvements. Supt. Feb.20-2t bbox=[1049, 1007, 1242, 1047]
classified-ad: 128 SAINT ANN'S AVE., BRONX. BET. 132D AND 135TH STREETS. Apply Superintendent. Feb.20-tf bbox=[1452, 807, 1647, 847]
display-ad-heading: 2057-61 MADISON AVE. AT 130TH ST. bbox=[1271, 2020, 1422, 2060]
classified-ad: 121ST ST., 213 W.—5 beautiful rooms. Phone Edgecombe 3989. Feb.20-2t bbox=[1049, 561, 1242, 589]
classified-ad: 148TH ST., 235 W. (Apt. 5-B)—Neatly furnished room for rent. Call between 6-10 P. M. Feb.27-2t bbox=[40, 1306, 234, 1347]
classified-ad: MANHATTAN AVE., 437 (Apt. 44)—Cheerful front bedroom; refined couple or single; homelike; if out of town references. Feb.27-2t bbox=[444, 1361, 637, 1413]
classified-ad: 153D ST., 402 W. (Apt. 6-E, cor. St. Nicholas Ave.—Furnished room with cheerful view, for single gentleman or 2 friends; in superior house; quiet for one wishing to study. Brad. 10034. Feb.27-2t bbox=[242, 405, 436, 469]
classified-ad: 130TH ST., 117 E.—3 large rooms, with kitchenette; all conveniences; rent reasonable. Feb.27-2t bbox=[1049, 2051, 1242, 2091]
left-slogan-line-1: "To Sell or Buy, bbox=[37, 100, 141, 118]
classified-ad: ST. NICHOLAS AVE., 740 (Apt. 4-E; cor. 148th St.)—Large and small rooms, all improvements; apartment rent reasonable. Call after 6 P. M. Feb.20-2t bbox=[444, 1893, 637, 1945]
classified-ad: MADISON AVE., 2062 (corner 131st St.)—Furnished rooms, $7.50, $4.50, all conveniences. Call Ludlow 10019. Jan.2-tf bbox=[444, 1320, 637, 1361]
classified-ad: ST. NICHOLAS PL., 34 (Apt. 9)—Neatly furnished room, strictly private; $6 per week. Apply Mrs. Ruckers. Feb.20-2t bbox=[646, 1646, 839, 1686]
classified-ad: ST. NICHOLAS AVE., 180 (Apt. 22)—Nicely furnished room, suitable for couple or friends; reasonable. Feb.20-2t bbox=[444, 1719, 637, 1760]
classified-ad: EDGECOMBE AVE., 409 (Apt. 1-E)—Large sunny front room facing park, for business person or refined couple with quiet family. Phone Brad. 1077. Feb.20-2t bbox=[444, 598, 637, 650]
classified-ad: ST. NICHOLAS PL., 18 (Apt. 1-E)—Light, large room. Apply days until 3, evenings after 8. Feb.20-2t bbox=[646, 1686, 839, 1727]
page-number: THIRTEEN bbox=[1559, 57, 1649, 74]
classified-ad: NEATLY furnished room, private, $6, apt. 10. Call after six. Tel. Bradhurst 8822. Feb.20-2t bbox=[847, 255, 1040, 284]
header-rule bbox=[37, 152, 1649, 154]
display-ad-heading: 149 EAST 126TH ST. bbox=[1064, 910, 1226, 930]
display-ad-heading: 413 EAST 123D ST. bbox=[1071, 794, 1220, 814]
classified-ad: 128TH ST., 67 E.—6-room apartment to rent, first floor, all modern improvements; new house; reasonable. Estes, Janitor on premises. Feb.20-2t bbox=[1049, 1490, 1242, 1542]
classified-ad: 131ST ST., 51 E.—4 light, large rooms, steam, heat, hot water, electricity, bath, newly renovated, private; first floor, front, $43. Kilpatrick 4284. Feb.20-2t bbox=[1250, 375, 1444, 428]
classified-ad: 5TH AVE., 2080, near 128th St.—Furnished or unfurnished, clean, kitchenette rooms reasonable; good steam, continuous hot water. Feb.27-2t bbox=[242, 590, 436, 643]
display-ad-body: Single furnished rooms, all improvements, $5 up; telephone service. Inquire janitor. Dec.26-13t bbox=[47, 739, 228, 775]
classified-ad: 129TH ST., 410 W. (Apt. 6)—Apartments, 3-4-5; by month or week. See janitor. Feb.20-2t bbox=[1049, 1954, 1242, 1982]
classified-ad: 63D ST., 225 W.—Apartments to let; all light rooms, furnished and unfurnished. Feb.20-2t bbox=[847, 895, 1040, 924]
classified-ad: BRADHURST AVE., 30 (Apt. 28)—Room, suitable for couple or gentleman. Phone Bradhurst 7056. Feb.20-2t bbox=[242, 1899, 436, 1940]
classified-ad: 7TH AVE., 2276 (Apt. 2)—Furnished rooms for working people only. Mims. Feb.27-2t bbox=[242, 873, 436, 902]
classified-ad: 7TH AVE., 2152 (at 128th St.)—Neatly furnished large front kitchenette room reasonable. D. Taylor. Feb.20-2t bbox=[242, 1738, 436, 1778]
classified-ad: 101ST ST., 215 W.—Light apartments, newly decorated, all improvements; elevator. Feb.13-3t bbox=[847, 1190, 1040, 1230]
classified-ad: ST. NICHOLAS AVE., 582 (Apt. 205)—Modernly furnished room in Colman manor house, couple preferred. Phone Audubon 8157. Feb.20-2t bbox=[646, 1069, 839, 1121]
classified-ad: 53D ST., 417 W.—3 and 4 rooms, electric, improvements. Feb.20-2t bbox=[847, 786, 1040, 814]
